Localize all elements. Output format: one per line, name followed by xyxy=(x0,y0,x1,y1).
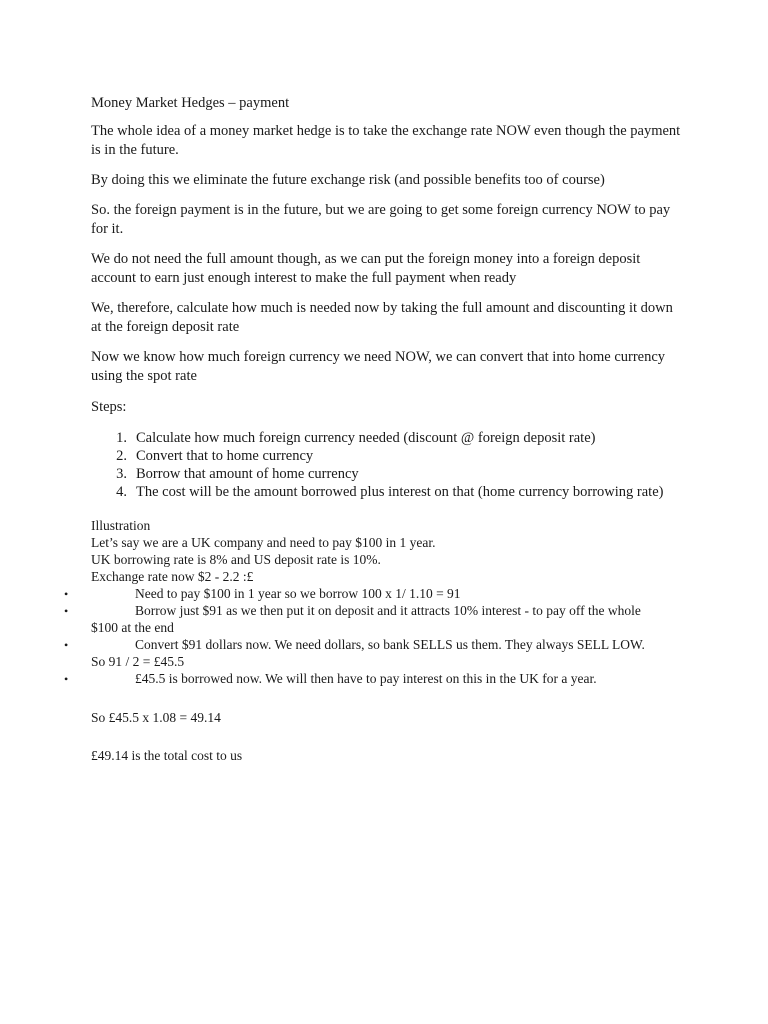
bullet-text: Need to pay $100 in 1 year so we borrow 100 x 1/ 1.10 = 91 xyxy=(135,586,461,601)
step-text: Calculate how much foreign currency needed (discount @ foreign deposit rate) xyxy=(136,430,596,446)
step-number: 3. xyxy=(116,466,127,482)
bullet-icon: • xyxy=(64,587,69,601)
step-text: Convert that to home currency xyxy=(136,448,314,464)
illustration-line: Let’s say we are a UK company and need to pay $100 in 1 year. xyxy=(91,535,436,550)
step-number: 1. xyxy=(116,430,127,446)
bullet-icon: • xyxy=(64,672,69,686)
total-cost-line: £49.14 is the total cost to us xyxy=(91,748,243,763)
document-title: Money Market Hedges – payment xyxy=(91,95,290,111)
bullet-text: £45.5 is borrowed now. We will then have to pay interest on this in the UK for a year. xyxy=(135,671,597,686)
bullet-icon: • xyxy=(64,638,69,652)
paragraph-spot-rate: Now we know how much foreign currency we need NOW, we can convert that into home currency using the spot rate xyxy=(91,349,666,384)
step-number: 2. xyxy=(116,448,127,464)
calculation-line: So £45.5 x 1.08 = 49.14 xyxy=(91,710,221,725)
paragraph-foreign-payment: So. the foreign payment is in the future, but we are going to get some foreign currency NOW to pay for it. xyxy=(91,202,671,237)
steps-label: Steps: xyxy=(91,399,127,415)
illustration-line: UK borrowing rate is 8% and US deposit rate is 10%. xyxy=(91,552,381,567)
illustration-line: Exchange rate now $2 - 2.2 :£ xyxy=(91,569,254,584)
paragraph-eliminate-risk: By doing this we eliminate the future exchange risk (and possible benefits too of course) xyxy=(91,172,605,188)
bullet-text: Borrow just $91 as we then put it on deposit and it attracts 10% interest - to pay off the whole $100 at the end xyxy=(91,603,641,635)
step-text: The cost will be the amount borrowed plus interest on that (home currency borrowing rate) xyxy=(136,484,664,500)
illustration-heading: Illustration xyxy=(91,518,151,533)
conversion-line: So 91 / 2 = £45.5 xyxy=(91,654,185,669)
paragraph-discounting: We, therefore, calculate how much is needed now by taking the full amount and discounting it down at the foreign deposit rate xyxy=(91,300,673,335)
paragraph-idea: The whole idea of a money market hedge is to take the exchange rate NOW even though the payment is in the future. xyxy=(91,123,681,158)
bullet-icon: • xyxy=(64,604,69,618)
step-text: Borrow that amount of home currency xyxy=(136,466,359,482)
step-number: 4. xyxy=(116,484,127,500)
paragraph-deposit-account: We do not need the full amount though, as we can put the foreign money into a foreign deposit account to earn just enough interest to make the full payment when ready xyxy=(91,251,641,286)
bullet-text: Convert $91 dollars now. We need dollars, so bank SELLS us them. They always SELL LOW. xyxy=(135,637,645,652)
